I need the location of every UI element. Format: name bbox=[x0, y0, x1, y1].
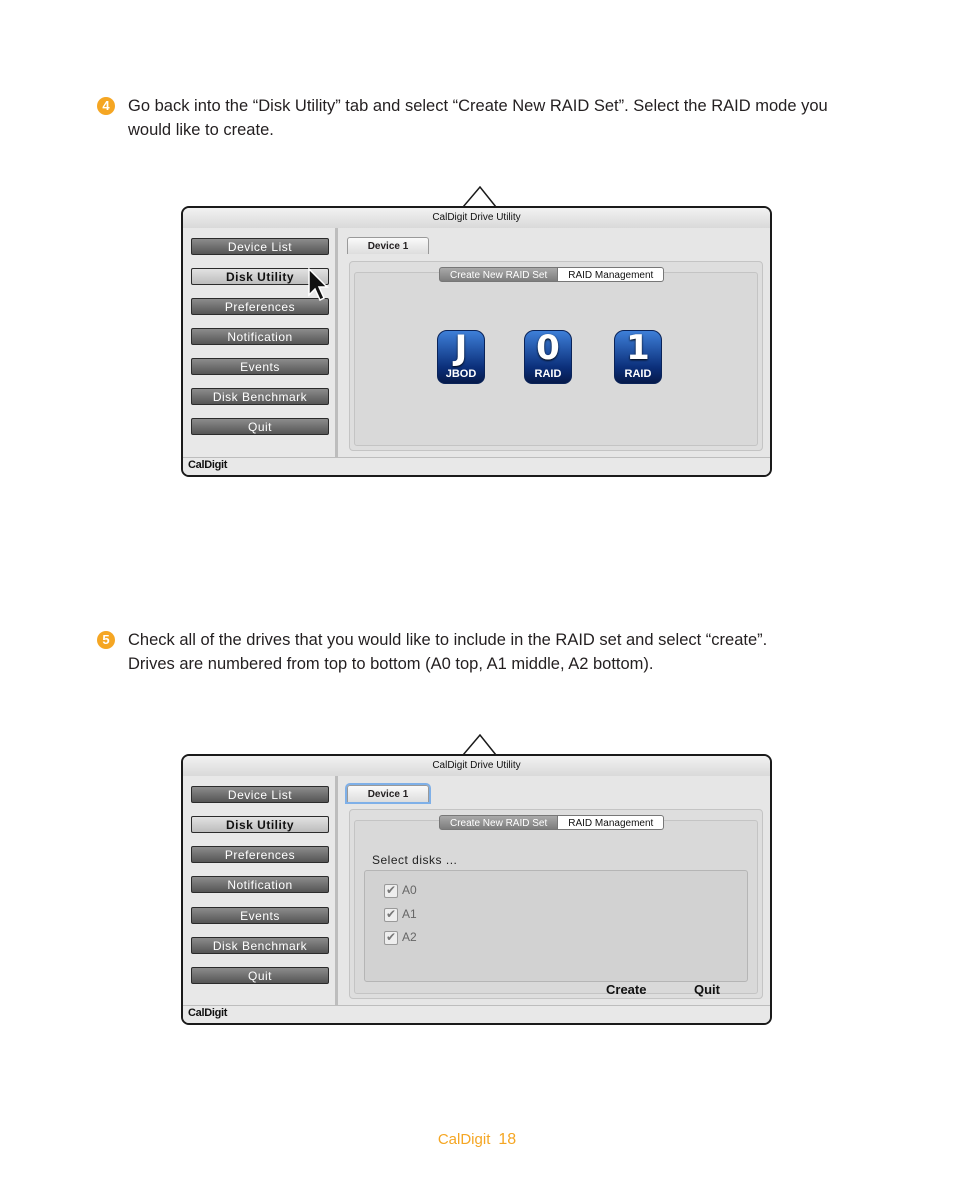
window-title: CalDigit Drive Utility bbox=[183, 756, 770, 777]
page-footer bbox=[0, 1131, 954, 1149]
raid-segmented-control bbox=[439, 267, 664, 282]
footer-brand: CalDigit bbox=[437, 1131, 491, 1148]
nav-events[interactable]: Events bbox=[191, 907, 329, 924]
step-4-instruction bbox=[97, 94, 877, 142]
drive-utility-window bbox=[181, 754, 772, 1025]
window-footer bbox=[183, 1005, 770, 1023]
raid-panel bbox=[349, 809, 763, 999]
nav-preferences[interactable]: Preferences bbox=[191, 846, 329, 863]
tab-raid-management[interactable]: RAID Management bbox=[558, 815, 664, 830]
step-text-line1: Go back into the “Disk Utility” tab and select “Create New RAID Set”. Select the RAID mode you bbox=[128, 97, 828, 115]
jbod-mode-icon[interactable]: J JBOD bbox=[435, 330, 487, 386]
sidebar bbox=[183, 776, 338, 1006]
drive-utility-window bbox=[181, 206, 772, 477]
step-text-line2: Drives are numbered from top to bottom (A0 top, A1 middle, A2 bottom). bbox=[128, 655, 654, 673]
callout-pointer bbox=[463, 186, 497, 208]
caldigit-logo: CalDigit bbox=[188, 1007, 228, 1019]
callout-pointer bbox=[463, 734, 497, 756]
nav-disk-utility[interactable]: Disk Utility bbox=[191, 816, 329, 833]
caldigit-logo: CalDigit bbox=[188, 459, 228, 471]
window-title: CalDigit Drive Utility bbox=[183, 208, 770, 229]
window-footer bbox=[183, 457, 770, 475]
nav-preferences[interactable]: Preferences bbox=[191, 298, 329, 315]
nav-disk-benchmark[interactable]: Disk Benchmark bbox=[191, 388, 329, 405]
select-disks-label: Select disks ... bbox=[372, 853, 458, 867]
disk-list bbox=[364, 870, 748, 982]
nav-notification[interactable]: Notification bbox=[191, 876, 329, 893]
checkbox-icon bbox=[384, 908, 398, 922]
mouse-pointer-icon bbox=[307, 267, 331, 303]
nav-quit[interactable]: Quit bbox=[191, 418, 329, 435]
step-text-line2: would like to create. bbox=[128, 121, 274, 139]
quit-button[interactable]: Quit bbox=[694, 982, 720, 997]
tab-device-1[interactable]: Device 1 bbox=[347, 237, 429, 254]
create-button[interactable]: Create bbox=[606, 982, 647, 997]
tab-create-new-raid-set[interactable]: Create New RAID Set bbox=[439, 267, 558, 282]
disk-checkbox-a2[interactable]: ✔A2 bbox=[384, 929, 417, 945]
step-text-line1: Check all of the drives that you would like to include in the RAID set and select “create”. bbox=[128, 631, 768, 649]
disk-checkbox-a0[interactable]: ✔A0 bbox=[384, 882, 417, 898]
disk-checkbox-a1[interactable]: ✔A1 bbox=[384, 906, 417, 922]
nav-events[interactable]: Events bbox=[191, 358, 329, 375]
raid1-mode-icon[interactable]: 1 RAID bbox=[612, 330, 664, 386]
step-number-badge: 5 bbox=[97, 631, 115, 649]
raid0-mode-icon[interactable]: 0 RAID bbox=[522, 330, 574, 386]
raid-panel bbox=[349, 261, 763, 451]
checkbox-icon bbox=[384, 931, 398, 945]
step-number-badge: 4 bbox=[97, 97, 115, 115]
nav-disk-utility[interactable]: Disk Utility bbox=[191, 268, 329, 285]
page-number: 18 bbox=[498, 1131, 517, 1148]
content-area bbox=[338, 228, 770, 458]
sidebar bbox=[183, 228, 338, 458]
nav-disk-benchmark[interactable]: Disk Benchmark bbox=[191, 937, 329, 954]
raid-segmented-control bbox=[439, 815, 664, 830]
nav-device-list[interactable]: Device List bbox=[191, 238, 329, 255]
nav-quit[interactable]: Quit bbox=[191, 967, 329, 984]
tab-device-1[interactable]: Device 1 bbox=[347, 785, 429, 802]
step-5-instruction bbox=[97, 628, 877, 676]
checkbox-icon bbox=[384, 884, 398, 898]
nav-notification[interactable]: Notification bbox=[191, 328, 329, 345]
tab-create-new-raid-set[interactable]: Create New RAID Set bbox=[439, 815, 558, 830]
content-area bbox=[338, 776, 770, 1006]
nav-device-list[interactable]: Device List bbox=[191, 786, 329, 803]
tab-raid-management[interactable]: RAID Management bbox=[558, 267, 664, 282]
